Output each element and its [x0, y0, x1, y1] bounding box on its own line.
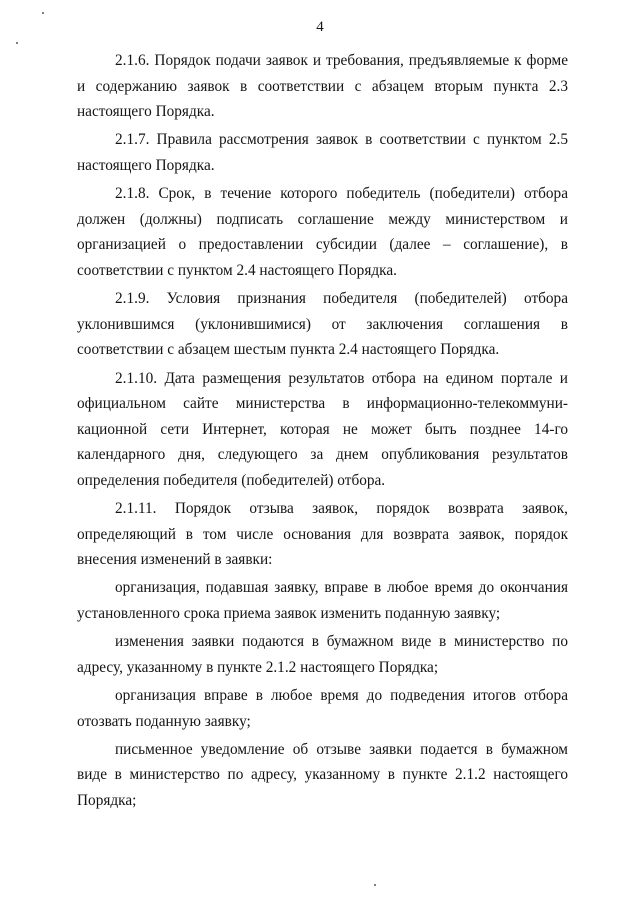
paragraph-2-1-8: 2.1.8. Срок, в течение которого победитель (победители) отбора должен (должны) подписать соглашение между министерством и организацией о предоставлении субсидии (далее – соглашение), в соответствии с пунктом 2.4 настоящего Порядка.: [77, 185, 568, 279]
document-body: [77, 48, 568, 815]
scan-speck: [42, 12, 44, 14]
paragraph-change-paper-form: изменения заявки подаются в бумажном виде в министерство по адресу, указанному в пункте 2.1.2 настоящего Порядка;: [77, 633, 568, 676]
paragraph-2-1-10: 2.1.10. Дата размещения результатов отбора на едином портале и официальном сайте министерства в информационно-телекоммуни-кационной сети Интернет, которая не может быть позднее 14-го календарного дня, следующего за днем опубликования результатов определения победителя (победителей) отбора.: [77, 369, 568, 489]
paragraph-withdraw-application: организация вправе в любое время до подведения итогов отбора отозвать поданную заявку;: [77, 687, 568, 730]
page-number: 4: [316, 19, 324, 35]
paragraph-2-1-7: 2.1.7. Правила рассмотрения заявок в соответствии с пунктом 2.5 настоящего Порядка.: [77, 131, 568, 174]
paragraph-change-application: организация, подавшая заявку, вправе в любое время до окончания установленного срока приема заявок изменить поданную заявку;: [77, 579, 568, 623]
paragraph-withdrawal-notice: письменное уведомление об отзыве заявки подается в бумажном виде в министерство по адресу, указанному в пункте 2.1.2 настоящего Порядка;: [77, 740, 568, 809]
paragraph-2-1-9: 2.1.9. Условия признания победителя (победителей) отбора уклонившимся (уклонившимися) от заключения соглашения в соответствии с абзацем шестым пункта 2.4 настоящего Порядка.: [77, 290, 568, 359]
scan-speck: [374, 884, 376, 886]
paragraph-2-1-11: 2.1.11. Порядок отзыва заявок, порядок возврата заявок, определяющий в том числе основания для возврата заявок, порядок внесения изменений в заявки:: [77, 500, 568, 569]
scan-speck: [16, 42, 18, 44]
paragraph-2-1-6: 2.1.6. Порядок подачи заявок и требования, предъявляемые к форме и содержанию заявок в соответствии с абзацем вторым пункта 2.3 настоящего Порядка.: [77, 52, 568, 121]
